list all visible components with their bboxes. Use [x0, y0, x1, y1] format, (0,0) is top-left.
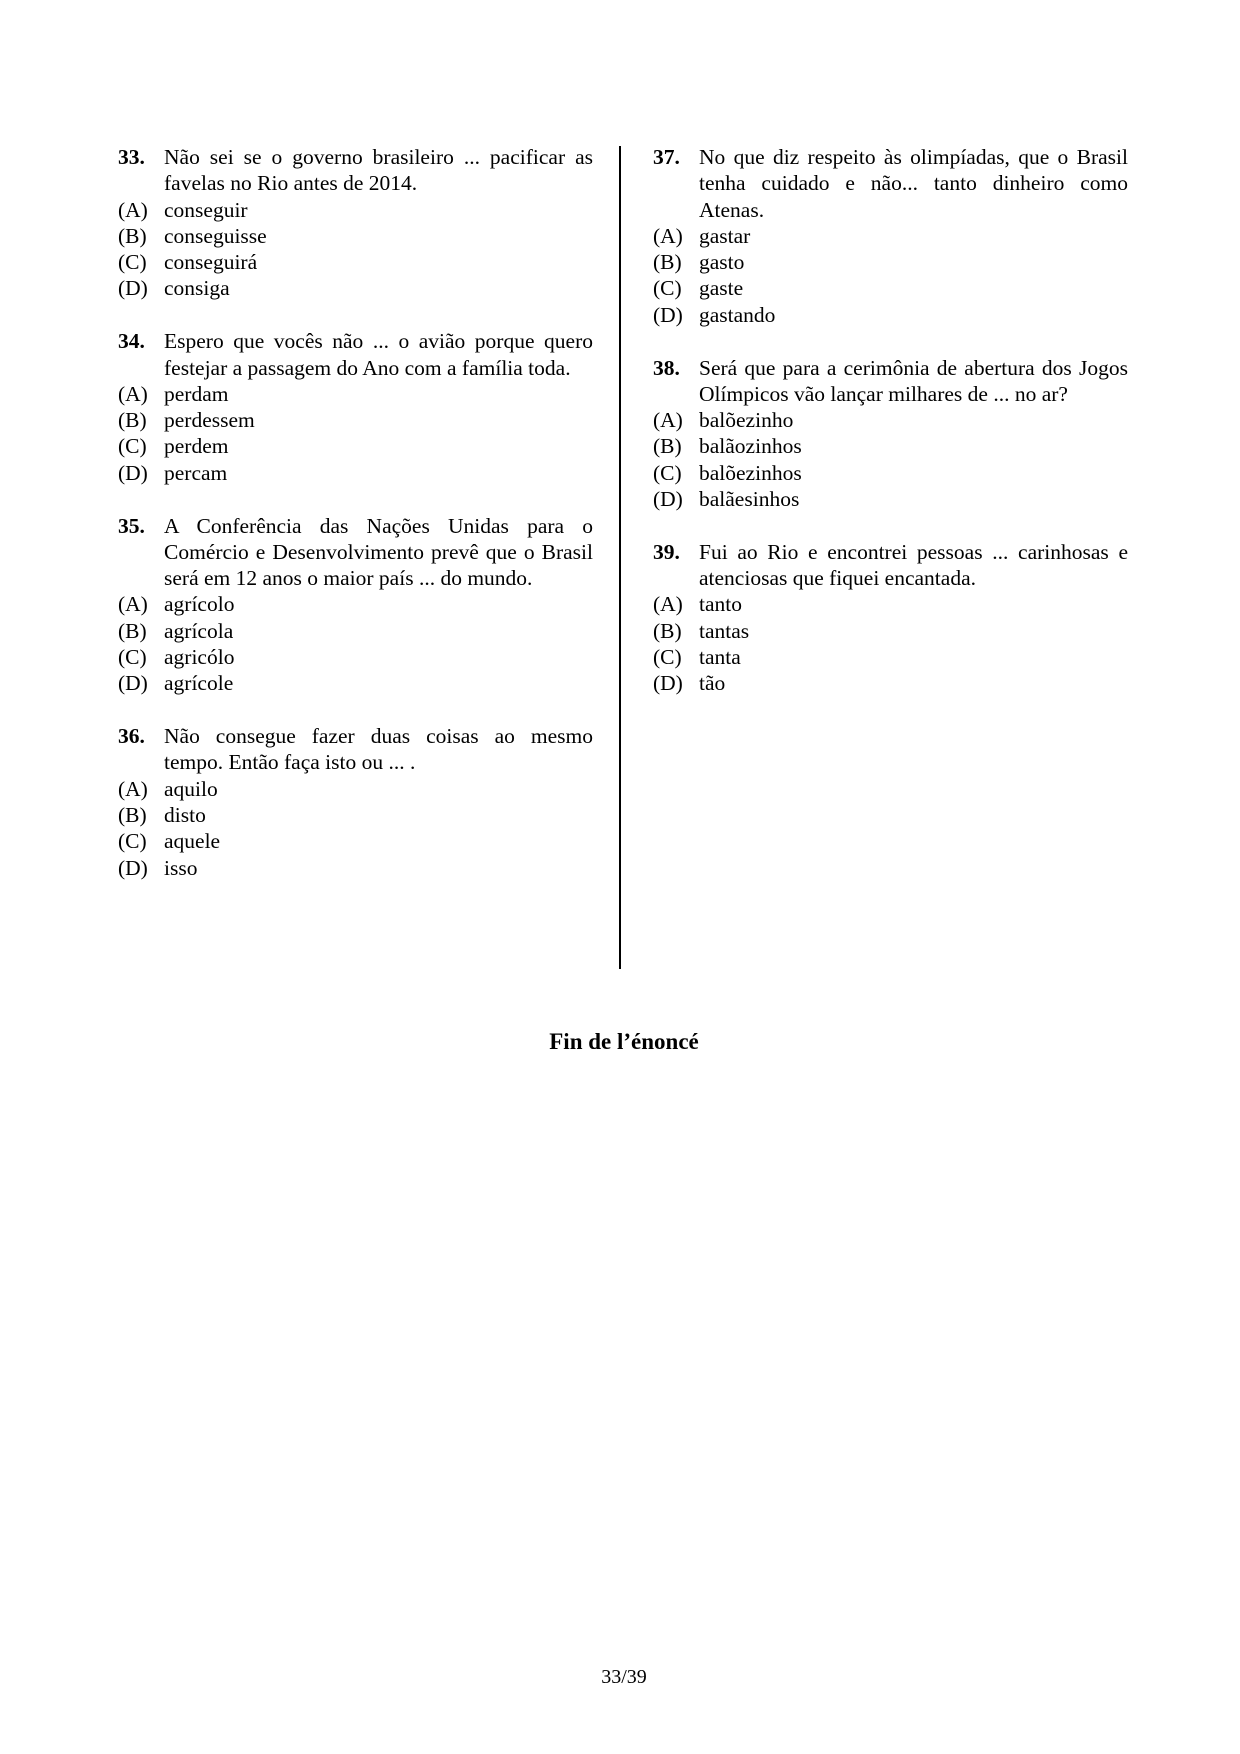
question-33 — [118, 144, 593, 302]
question-text: Não sei se o governo brasileiro ... pacificar as favelas no Rio antes de 2014. — [164, 145, 593, 196]
option-a — [653, 407, 1128, 433]
option-text: disto — [164, 803, 206, 828]
option-text: gastar — [699, 223, 751, 248]
option-letter: (D) — [118, 855, 148, 880]
question-text: Será que para a cerimônia de abertura dos Jogos Olímpicos vão lançar milhares de ... no ar? — [699, 355, 1128, 406]
question-text: No que diz respeito às olimpíadas, que o Brasil tenha cuidado e não... tanto dinheiro como Atenas. — [699, 145, 1128, 222]
option-c — [118, 828, 593, 854]
question-stem — [653, 144, 1128, 223]
option-letter: (A) — [653, 223, 683, 248]
end-of-statement-title: Fin de l’énoncé — [549, 1029, 699, 1054]
option-text: perdam — [164, 381, 229, 406]
question-stem — [653, 355, 1128, 408]
option-a — [118, 591, 593, 617]
option-letter: (D) — [653, 302, 683, 327]
option-a — [653, 591, 1128, 617]
option-b — [118, 618, 593, 644]
option-letter: (B) — [118, 618, 147, 643]
option-d — [118, 460, 593, 486]
option-text: balõezinho — [699, 408, 794, 433]
question-stem — [118, 513, 593, 592]
option-c — [118, 644, 593, 670]
option-letter: (A) — [118, 381, 148, 406]
option-b — [118, 407, 593, 433]
option-letter: (C) — [653, 460, 682, 485]
question-text: Não consegue fazer duas coisas ao mesmo tempo. Então faça isto ou ... . — [164, 724, 593, 775]
option-text: agrícola — [164, 618, 234, 643]
option-letter: (D) — [653, 671, 683, 696]
page-number: 33/39 — [601, 1666, 647, 1688]
option-text: balãozinhos — [699, 434, 802, 459]
option-text: gastando — [699, 302, 776, 327]
option-a — [118, 381, 593, 407]
option-letter: (A) — [118, 776, 148, 801]
question-number: 34. — [118, 329, 145, 354]
option-c — [653, 275, 1128, 301]
question-number: 36. — [118, 724, 145, 749]
option-letter: (A) — [653, 592, 683, 617]
option-letter: (D) — [118, 460, 148, 485]
question-36 — [118, 723, 593, 881]
question-stem — [118, 328, 593, 381]
option-text: gaste — [699, 276, 744, 301]
option-letter: (B) — [653, 250, 682, 275]
option-d — [118, 670, 593, 696]
option-b — [653, 433, 1128, 459]
option-text: tanto — [699, 592, 742, 617]
column-divider — [619, 146, 621, 969]
option-b — [118, 223, 593, 249]
question-34 — [118, 328, 593, 486]
option-text: conseguisse — [164, 223, 267, 248]
option-letter: (B) — [653, 434, 682, 459]
question-stem — [653, 539, 1128, 592]
option-letter: (C) — [118, 829, 147, 854]
question-text: Fui ao Rio e encontrei pessoas ... carinhosas e atenciosas que fiquei encantada. — [699, 539, 1128, 591]
option-d — [653, 670, 1128, 696]
option-text: agricólo — [164, 645, 235, 670]
option-text: balãesinhos — [699, 487, 800, 512]
option-text: tão — [699, 671, 726, 696]
option-text: conseguir — [164, 197, 248, 222]
question-text: A Conferência das Nações Unidas para o Comércio e Desenvolvimento prevê que o Brasil será em 12 anos o maior país ... do mundo. — [164, 513, 593, 591]
left-column — [118, 144, 593, 907]
option-c — [118, 249, 593, 275]
question-number: 38. — [653, 355, 680, 380]
right-column — [653, 144, 1128, 723]
option-letter: (D) — [118, 276, 148, 301]
option-letter: (C) — [118, 250, 147, 275]
option-text: conseguirá — [164, 250, 258, 275]
option-b — [118, 802, 593, 828]
option-letter: (A) — [118, 592, 148, 617]
option-d — [118, 275, 593, 301]
option-letter: (D) — [118, 671, 148, 696]
option-c — [653, 644, 1128, 670]
option-b — [653, 618, 1128, 644]
option-a — [118, 776, 593, 802]
option-letter: (B) — [118, 223, 147, 248]
question-number: 35. — [118, 513, 145, 538]
option-letter: (C) — [118, 434, 147, 459]
question-number: 39. — [653, 539, 680, 564]
option-letter: (B) — [118, 803, 147, 828]
option-a — [118, 197, 593, 223]
option-letter: (B) — [653, 618, 682, 643]
question-number: 37. — [653, 145, 680, 169]
option-text: perdem — [164, 434, 229, 459]
question-stem — [118, 144, 593, 197]
option-text: tantas — [699, 618, 750, 643]
option-d — [118, 855, 593, 881]
option-text: gasto — [699, 250, 745, 275]
question-35 — [118, 513, 593, 697]
option-text: consiga — [164, 276, 230, 301]
option-letter: (B) — [118, 408, 147, 433]
option-text: percam — [164, 460, 228, 485]
option-letter: (A) — [653, 408, 683, 433]
option-letter: (C) — [118, 645, 147, 670]
question-37 — [653, 144, 1128, 328]
option-d — [653, 302, 1128, 328]
option-c — [653, 460, 1128, 486]
option-letter: (C) — [653, 645, 682, 670]
option-text: isso — [164, 855, 198, 880]
question-39 — [653, 539, 1128, 697]
option-text: agrícole — [164, 671, 234, 696]
question-number: 33. — [118, 145, 145, 169]
option-letter: (C) — [653, 276, 682, 301]
option-text: aquele — [164, 829, 221, 854]
option-d — [653, 486, 1128, 512]
option-c — [118, 433, 593, 459]
option-letter: (A) — [118, 197, 148, 222]
option-letter: (D) — [653, 487, 683, 512]
option-text: perdessem — [164, 408, 255, 433]
question-stem — [118, 723, 593, 776]
option-text: balõezinhos — [699, 460, 802, 485]
question-text: Espero que vocês não ... o avião porque quero festejar a passagem do Ano com a família toda. — [164, 329, 593, 380]
option-text: tanta — [699, 645, 741, 670]
question-38 — [653, 355, 1128, 513]
option-b — [653, 249, 1128, 275]
option-a — [653, 223, 1128, 249]
option-text: agrícolo — [164, 592, 235, 617]
option-text: aquilo — [164, 776, 218, 801]
